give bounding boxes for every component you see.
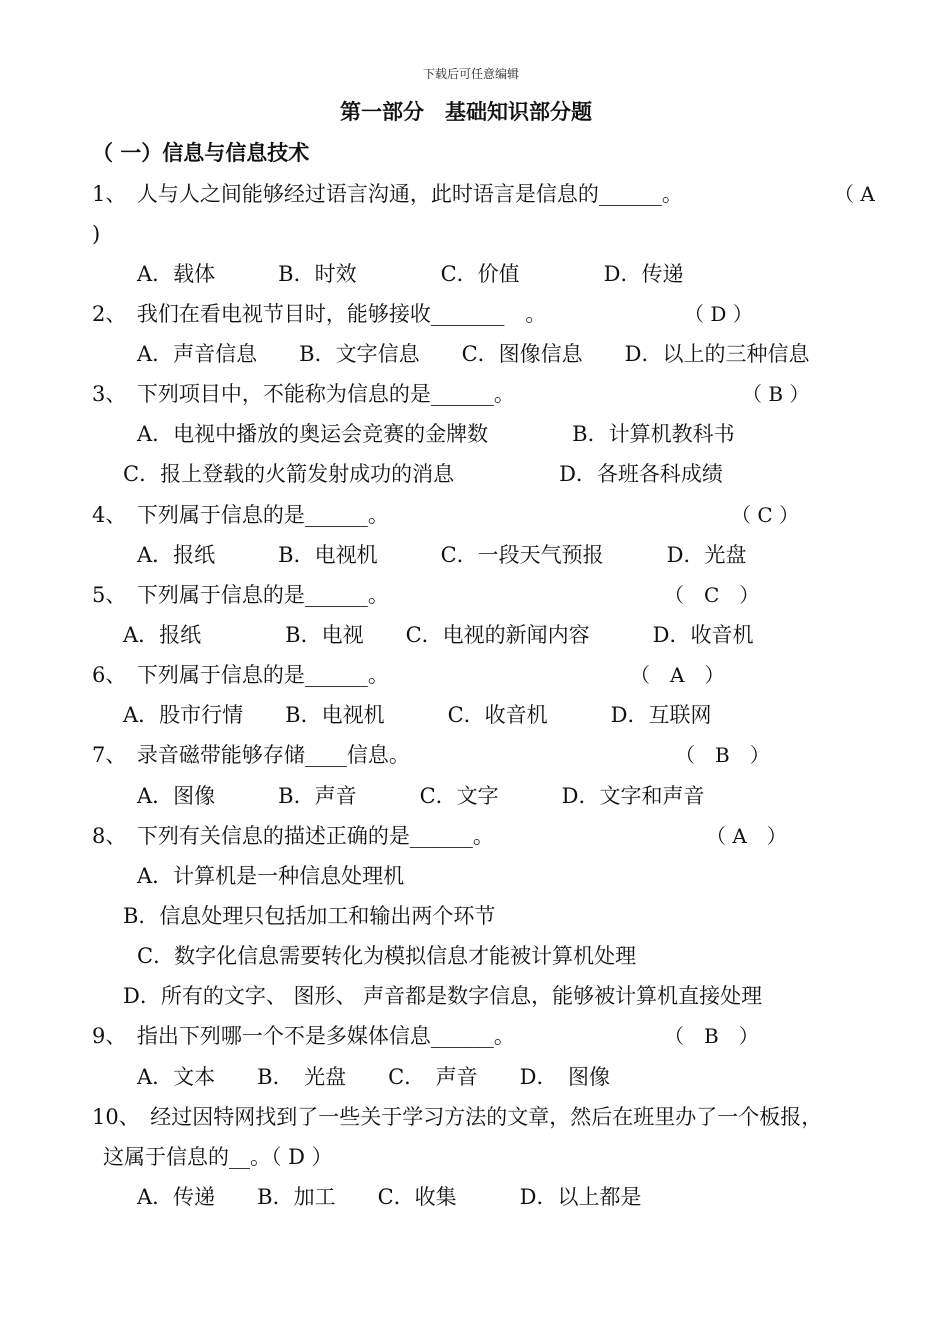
options-5: A．报纸 B．电视 C．电视的新闻内容 D．收音机 bbox=[123, 623, 754, 647]
options-1: A．载体 B．时效 C．价值 D．传递 bbox=[137, 262, 684, 286]
answer-9: （ B ） bbox=[664, 1024, 759, 1048]
answer-1: （ A bbox=[834, 182, 875, 206]
answer-7: （ B ） bbox=[675, 743, 770, 767]
question-8: 8、 下列有关信息的描述正确的是______。 bbox=[92, 824, 494, 848]
answer-1-close: ) bbox=[92, 222, 101, 246]
answer-8: （ A ） bbox=[706, 824, 787, 848]
question-10: 10、 经过因特网找到了一些关于学习方法的文章，然后在班里办了一个板报， bbox=[92, 1105, 823, 1129]
header-note: 下载后可任意编辑 bbox=[423, 67, 520, 81]
options-9: A．文本 B． 光盘 C． 声音 D． 图像 bbox=[137, 1065, 611, 1089]
question-7: 7、 录音磁带能够存储____信息。 bbox=[92, 743, 410, 767]
option-8-c: C．数字化信息需要转化为模拟信息才能被计算机处理 bbox=[137, 944, 637, 968]
page-title: 第一部分 基础知识部分题 bbox=[340, 100, 592, 124]
answer-4: （ C ） bbox=[731, 503, 800, 527]
options-6: A．股市行情 B．电视机 C．收音机 D．互联网 bbox=[123, 703, 712, 727]
answer-3: （ B ） bbox=[742, 382, 810, 406]
options-10: A．传递 B．加工 C．收集 D．以上都是 bbox=[137, 1185, 642, 1209]
section-heading: （ 一）信息与信息技术 bbox=[92, 141, 310, 165]
question-10-line-2: 这属于信息的__。（ D ） bbox=[103, 1145, 333, 1169]
question-6: 6、 下列属于信息的是______。 bbox=[92, 663, 389, 687]
options-3-line-1: A．电视中播放的奥运会竞赛的金牌数 B．计算机教科书 bbox=[137, 422, 735, 446]
options-3-line-2: C．报上登载的火箭发射成功的消息 D．各班各科成绩 bbox=[123, 462, 723, 486]
question-2: 2、 我们在看电视节目时，能够接收_______ 。 bbox=[92, 302, 547, 326]
question-1: 1、 人与人之间能够经过语言沟通，此时语言是信息的______。 bbox=[92, 182, 683, 206]
options-2: A．声音信息 B．文字信息 C．图像信息 D．以上的三种信息 bbox=[137, 342, 810, 366]
options-4: A．报纸 B．电视机 C．一段天气预报 D．光盘 bbox=[137, 543, 747, 567]
answer-5: （ C ） bbox=[664, 583, 760, 607]
answer-6: （ A ） bbox=[630, 663, 725, 687]
question-5: 5、 下列属于信息的是______。 bbox=[92, 583, 389, 607]
question-4: 4、 下列属于信息的是______。 bbox=[92, 503, 389, 527]
question-3: 3、 下列项目中，不能称为信息的是______。 bbox=[92, 382, 515, 406]
options-7: A．图像 B．声音 C．文字 D．文字和声音 bbox=[137, 784, 705, 808]
option-8-a: A．计算机是一种信息处理机 bbox=[137, 864, 405, 888]
answer-2: （ D ） bbox=[684, 302, 753, 326]
option-8-d: D．所有的文字、 图形、 声音都是数字信息，能够被计算机直接处理 bbox=[123, 984, 763, 1008]
option-8-b: B．信息处理只包括加工和输出两个环节 bbox=[123, 904, 496, 928]
question-9: 9、 指出下列哪一个不是多媒体信息______。 bbox=[92, 1024, 515, 1048]
